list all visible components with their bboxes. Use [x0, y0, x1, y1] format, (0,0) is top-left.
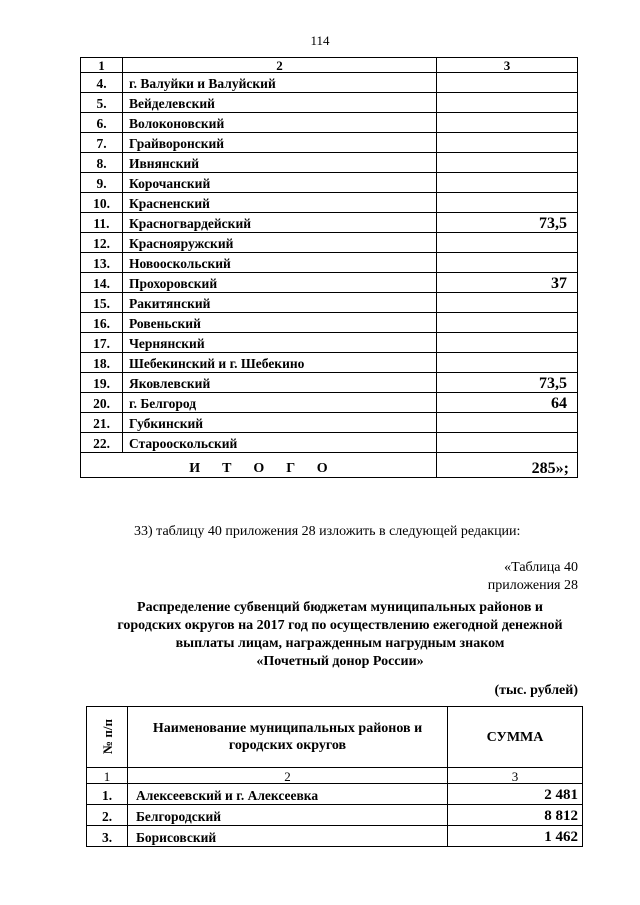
- column-number-1: 1: [87, 768, 128, 784]
- table-row: [87, 805, 583, 826]
- column-number-3: 3: [448, 768, 583, 784]
- district-name: Чернянский: [123, 333, 437, 353]
- subsidy-amount: [437, 293, 578, 313]
- table-row: [81, 73, 578, 93]
- table-row: [87, 784, 583, 805]
- table-row: [81, 253, 578, 273]
- row-number: 7.: [81, 133, 123, 153]
- table-row: [81, 173, 578, 193]
- header-col-2: 2: [123, 58, 437, 73]
- header-col-3: 3: [437, 58, 578, 73]
- column-number-row: [87, 768, 583, 784]
- header-name-line-2: городских округов: [228, 738, 347, 753]
- table-row: [81, 333, 578, 353]
- subsidy-amount: [437, 193, 578, 213]
- row-number: 5.: [81, 93, 123, 113]
- table-row: [81, 393, 578, 413]
- subsidy-amount: [437, 313, 578, 333]
- header-col-1: 1: [81, 58, 123, 73]
- table-reference-line-1: «Таблица 40: [504, 560, 578, 575]
- district-name: Шебекинский и г. Шебекино: [123, 353, 437, 373]
- row-number: 21.: [81, 413, 123, 433]
- total-label: ИТОГО: [81, 453, 437, 478]
- row-number: 16.: [81, 313, 123, 333]
- district-name: Новооскольский: [123, 253, 437, 273]
- row-number: 4.: [81, 73, 123, 93]
- table-row: [87, 826, 583, 847]
- subsidy-amount: [437, 113, 578, 133]
- subsidy-amount: 73,5: [437, 373, 578, 393]
- district-subsidy-table-continued: [80, 57, 578, 478]
- district-name: Борисовский: [128, 826, 448, 847]
- table-title: [90, 599, 590, 671]
- row-number: 8.: [81, 153, 123, 173]
- table-row: [81, 313, 578, 333]
- district-name: Старооскольский: [123, 433, 437, 453]
- subsidy-amount: 8 812: [448, 805, 583, 826]
- header-number-label: № п/п: [99, 719, 115, 754]
- table-row: [81, 353, 578, 373]
- subsidy-amount: [437, 133, 578, 153]
- row-number: 9.: [81, 173, 123, 193]
- row-number: 14.: [81, 273, 123, 293]
- subsidy-amount: 64: [437, 393, 578, 413]
- district-name: Ивнянский: [123, 153, 437, 173]
- district-name: Красненский: [123, 193, 437, 213]
- donor-subsidy-table: [86, 706, 583, 847]
- district-name: Грайворонский: [123, 133, 437, 153]
- table-row: [81, 113, 578, 133]
- row-number: 3.: [87, 826, 128, 847]
- total-row: [81, 453, 578, 478]
- subsidy-amount: [437, 93, 578, 113]
- district-name: Яковлевский: [123, 373, 437, 393]
- row-number: 20.: [81, 393, 123, 413]
- district-name: Ракитянский: [123, 293, 437, 313]
- table-row: [81, 413, 578, 433]
- table-row: [81, 193, 578, 213]
- row-number: 10.: [81, 193, 123, 213]
- title-line-3: выплаты лицам, награжденным нагрудным знаком: [175, 636, 505, 651]
- subsidy-amount: [437, 433, 578, 453]
- district-name: Белгородский: [128, 805, 448, 826]
- row-number: 1.: [87, 784, 128, 805]
- table-reference: [488, 559, 578, 595]
- subsidy-amount: [437, 253, 578, 273]
- row-number: 11.: [81, 213, 123, 233]
- amendment-instruction: 33) таблицу 40 приложения 28 изложить в следующей редакции:: [134, 524, 521, 539]
- subsidy-amount: [437, 353, 578, 373]
- header-sum-cell: СУММА: [448, 707, 583, 768]
- row-number: 18.: [81, 353, 123, 373]
- title-line-2: городских округов на 2017 год по осуществлению ежегодной денежной: [117, 618, 563, 633]
- subsidy-amount: [437, 233, 578, 253]
- row-number: 17.: [81, 333, 123, 353]
- subsidy-amount: [437, 173, 578, 193]
- header-name-cell: [128, 707, 448, 768]
- row-number: 12.: [81, 233, 123, 253]
- row-number: 13.: [81, 253, 123, 273]
- title-line-4: «Почетный донор России»: [256, 654, 424, 669]
- district-name: Губкинский: [123, 413, 437, 433]
- subsidy-amount: 2 481: [448, 784, 583, 805]
- row-number: 2.: [87, 805, 128, 826]
- district-name: Алексеевский и г. Алексеевка: [128, 784, 448, 805]
- table-row: [81, 133, 578, 153]
- table-row: [81, 273, 578, 293]
- district-name: г. Белгород: [123, 393, 437, 413]
- subsidy-amount: 37: [437, 273, 578, 293]
- district-name: Вейделевский: [123, 93, 437, 113]
- table-row: [81, 433, 578, 453]
- table-row: [81, 153, 578, 173]
- subsidy-amount: [437, 413, 578, 433]
- page-number: 114: [310, 33, 330, 48]
- district-name: Прохоровский: [123, 273, 437, 293]
- district-name: Ровеньский: [123, 313, 437, 333]
- row-number: 22.: [81, 433, 123, 453]
- table-row: [81, 293, 578, 313]
- table-row: [81, 373, 578, 393]
- subsidy-amount: 1 462: [448, 826, 583, 847]
- table-reference-line-2: приложения 28: [487, 578, 578, 593]
- subsidy-amount: [437, 153, 578, 173]
- subsidy-amount: 73,5: [437, 213, 578, 233]
- subsidy-amount: [437, 333, 578, 353]
- table-header-row: [81, 58, 578, 73]
- total-value: 285»;: [437, 453, 578, 478]
- district-name: г. Валуйки и Валуйский: [123, 73, 437, 93]
- header-number-cell: [87, 707, 128, 768]
- row-number: 6.: [81, 113, 123, 133]
- row-number: 19.: [81, 373, 123, 393]
- district-name: Волоконовский: [123, 113, 437, 133]
- table-row: [81, 233, 578, 253]
- district-name: Корочанский: [123, 173, 437, 193]
- table-row: [81, 213, 578, 233]
- subsidy-amount: [437, 73, 578, 93]
- table-header-row: [87, 707, 583, 768]
- header-name-line-1: Наименование муниципальных районов и: [152, 721, 423, 736]
- district-name: Красногвардейский: [123, 213, 437, 233]
- title-line-1: Распределение субвенций бюджетам муниципальных районов и: [137, 600, 543, 615]
- district-name: Краснояружский: [123, 233, 437, 253]
- column-number-2: 2: [128, 768, 448, 784]
- units-label: (тыс. рублей): [494, 683, 578, 698]
- table-row: [81, 93, 578, 113]
- row-number: 15.: [81, 293, 123, 313]
